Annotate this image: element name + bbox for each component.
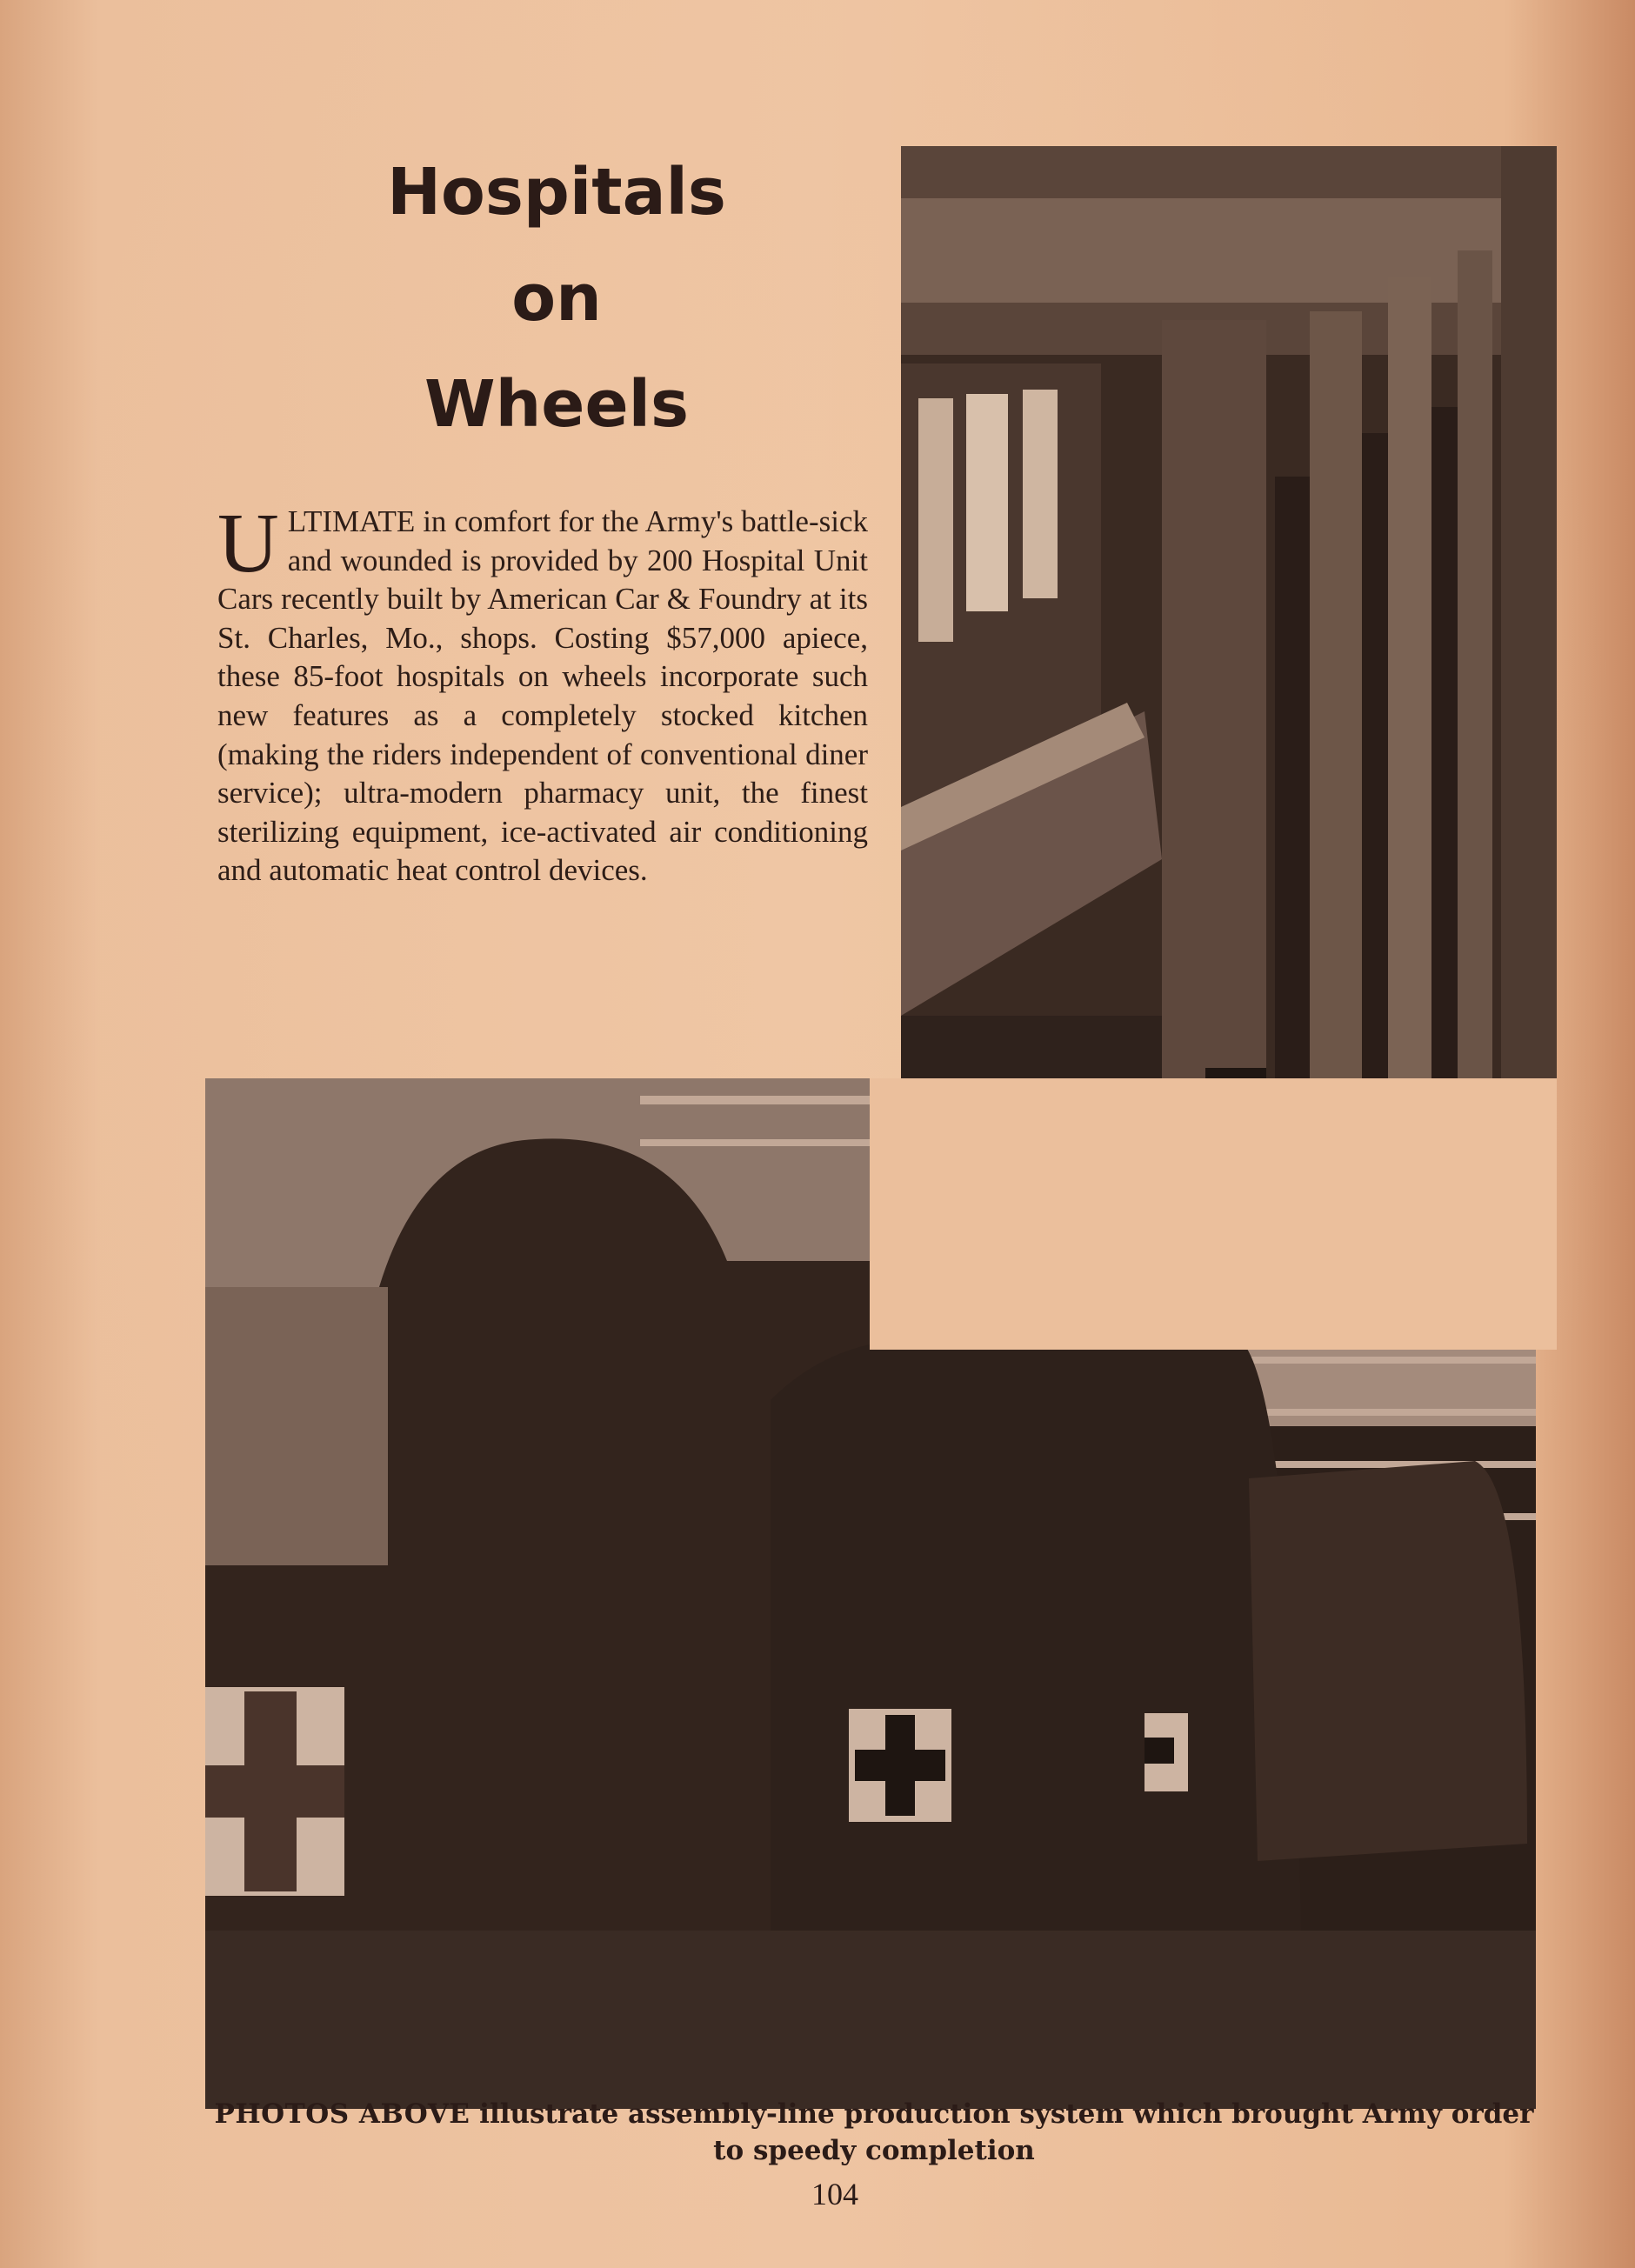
photo-caption <box>209 2096 1539 2169</box>
title-line-2: on <box>511 261 602 336</box>
drop-cap: U <box>217 497 279 590</box>
photo-layout-gap <box>870 1078 1557 1350</box>
article-title <box>235 139 878 457</box>
article-body-text: LTIMATE in comfort for the Army's battle-sick and wounded is provided by 200 Hospital Unit Cars recently built by American Car & Foundry at its St. Charles, Mo., shops. Costing $57,000 apiece, these 85-foot hospitals on wheels incorporate such new features as a completely stocked kitchen (making the riders independent of conventional diner service); ultra-modern pharmacy unit, the finest sterilizing equipment, ice-activated air conditioning and automatic heat control devices. <box>217 504 868 888</box>
title-line-3: Wheels <box>424 367 690 442</box>
title-line-1: Hospitals <box>387 155 726 230</box>
article-body <box>217 497 868 891</box>
page-number: 104 <box>811 2177 858 2211</box>
caption-lead: PHOTOS ABOVE <box>214 2098 470 2130</box>
caption-text: illustrate assembly-line production system which brought Army order to speedy completion <box>470 2098 1534 2166</box>
